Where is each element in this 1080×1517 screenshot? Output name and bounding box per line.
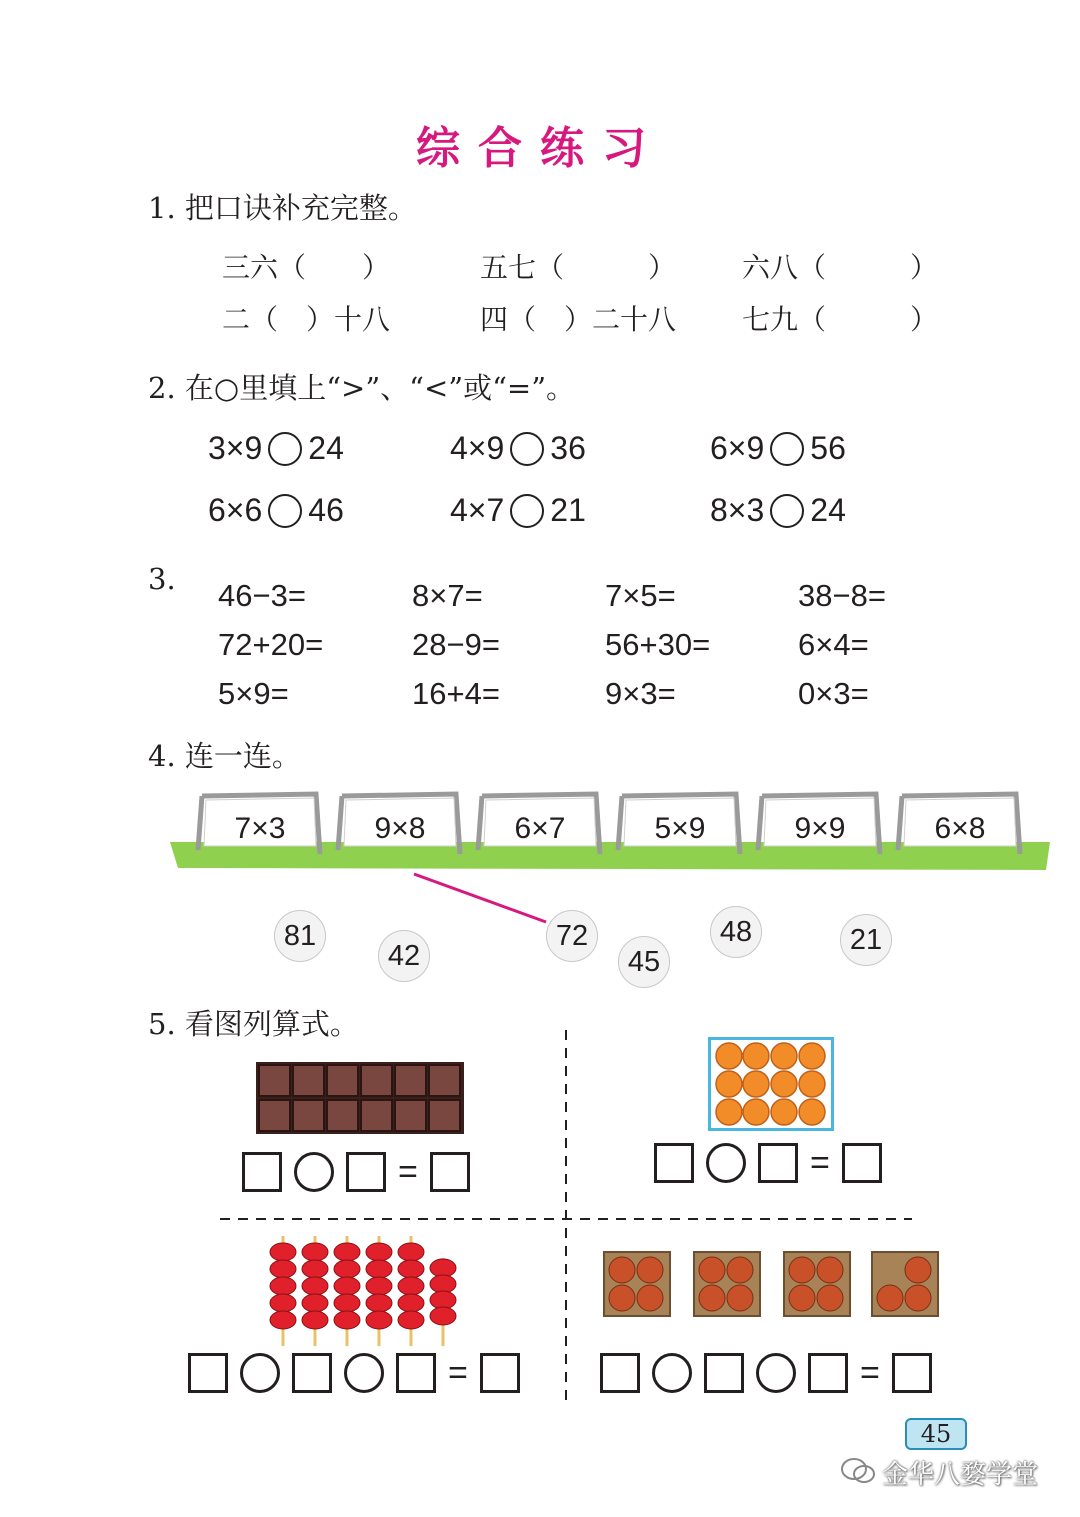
ball-number: 72 — [555, 919, 589, 952]
goal-label: 6×8 — [934, 812, 986, 845]
operator-circle[interactable] — [756, 1353, 796, 1393]
goal-label: 6×7 — [514, 812, 566, 845]
q3-item: 46−3= — [218, 578, 306, 613]
answer-box[interactable] — [892, 1353, 932, 1393]
answer-row-candied-haws — [188, 1353, 520, 1393]
answer-box[interactable] — [808, 1353, 848, 1393]
q3-item: 8×7= — [412, 578, 483, 613]
q2-right: 24 — [308, 430, 344, 466]
q2-left: 3×9 — [208, 430, 263, 466]
q1-item-1: 三六（ ） — [222, 251, 391, 284]
q2-right: 24 — [810, 492, 846, 528]
answer-box[interactable] — [758, 1143, 798, 1183]
operator-circle[interactable] — [652, 1353, 692, 1393]
answer-box[interactable] — [430, 1152, 470, 1192]
oranges-box-illustration — [708, 1037, 834, 1131]
pastry-box — [694, 1252, 760, 1316]
wechat-icon — [840, 1456, 876, 1486]
q2-right: 21 — [550, 492, 586, 528]
answer-box[interactable] — [480, 1353, 520, 1393]
ball-number: 45 — [627, 945, 661, 978]
q3-item: 72+20= — [218, 627, 324, 662]
pastry-boxes-illustration — [602, 1250, 942, 1318]
answer-box[interactable] — [654, 1143, 694, 1183]
q2-prompt: 2. 在○里填上“>”、“<”或“=”。 — [148, 371, 576, 405]
q3-item: 5×9= — [218, 676, 289, 711]
q2-left: 4×7 — [450, 492, 505, 528]
q1-item-3: 六八（ ） — [742, 251, 939, 284]
equals-sign: = — [860, 1354, 880, 1392]
q1-prompt: 1. 把口诀补充完整。 — [148, 191, 417, 225]
goal-label: 5×9 — [654, 812, 706, 845]
q2-left: 6×6 — [208, 492, 263, 528]
q3-item: 9×3= — [605, 676, 676, 711]
q2-left: 6×9 — [710, 430, 765, 466]
q3-item: 0×3= — [798, 676, 869, 711]
q2-right: 36 — [550, 430, 586, 466]
answer-box[interactable] — [704, 1353, 744, 1393]
ball-number: 42 — [387, 939, 421, 972]
q3-item: 28−9= — [412, 627, 500, 662]
equals-sign: = — [448, 1354, 468, 1392]
q2-right: 56 — [810, 430, 846, 466]
operator-circle[interactable] — [344, 1353, 384, 1393]
answer-box[interactable] — [396, 1353, 436, 1393]
watermark-text: 金华八婺学堂 — [882, 1460, 1039, 1490]
answer-box[interactable] — [292, 1353, 332, 1393]
pastry-box — [872, 1252, 938, 1316]
pastry-box — [604, 1252, 670, 1316]
answer-box[interactable] — [600, 1353, 640, 1393]
answer-row-pastries — [600, 1353, 932, 1393]
answer-box[interactable] — [188, 1353, 228, 1393]
operator-circle[interactable] — [706, 1143, 746, 1183]
goal-label: 7×3 — [234, 812, 286, 845]
page-number-badge: 45 — [905, 1418, 967, 1450]
goal-label: 9×9 — [794, 812, 846, 845]
ball-number: 48 — [719, 915, 753, 948]
q1-item-6: 七九（ ） — [742, 303, 939, 336]
operator-circle[interactable] — [240, 1353, 280, 1393]
q3-item: 38−8= — [798, 578, 886, 613]
pastry-box — [784, 1252, 850, 1316]
q3-prompt: 3. — [148, 562, 176, 596]
q2-right: 46 — [308, 492, 344, 528]
candied-haws-illustration — [266, 1232, 460, 1348]
q1-item-5: 四（ ）二十八 — [480, 303, 677, 336]
q1-item-4: 二（ ）十八 — [222, 303, 391, 336]
answer-row-chocolate — [242, 1152, 470, 1192]
q1-item-2: 五七（ ） — [480, 251, 677, 284]
answer-row-oranges — [654, 1143, 882, 1183]
q2-left: 4×9 — [450, 430, 505, 466]
answer-box[interactable] — [842, 1143, 882, 1183]
q3-item: 56+30= — [605, 627, 711, 662]
operator-circle[interactable] — [294, 1152, 334, 1192]
chocolate-bar-illustration — [256, 1062, 464, 1134]
q3-item: 6×4= — [798, 627, 869, 662]
ball-number: 81 — [283, 919, 317, 952]
ball-number: 21 — [849, 923, 883, 956]
q5-prompt: 5. 看图列算式。 — [148, 1007, 359, 1041]
goal-label: 9×8 — [374, 812, 426, 845]
q3-item: 7×5= — [605, 578, 676, 613]
q2-left: 8×3 — [710, 492, 765, 528]
equals-sign: = — [810, 1144, 830, 1182]
answer-box[interactable] — [346, 1152, 386, 1192]
q4-prompt: 4. 连一连。 — [148, 739, 301, 773]
page-title: 综合练习 — [416, 123, 664, 174]
equals-sign: = — [398, 1153, 418, 1191]
answer-box[interactable] — [242, 1152, 282, 1192]
q3-item: 16+4= — [412, 676, 500, 711]
